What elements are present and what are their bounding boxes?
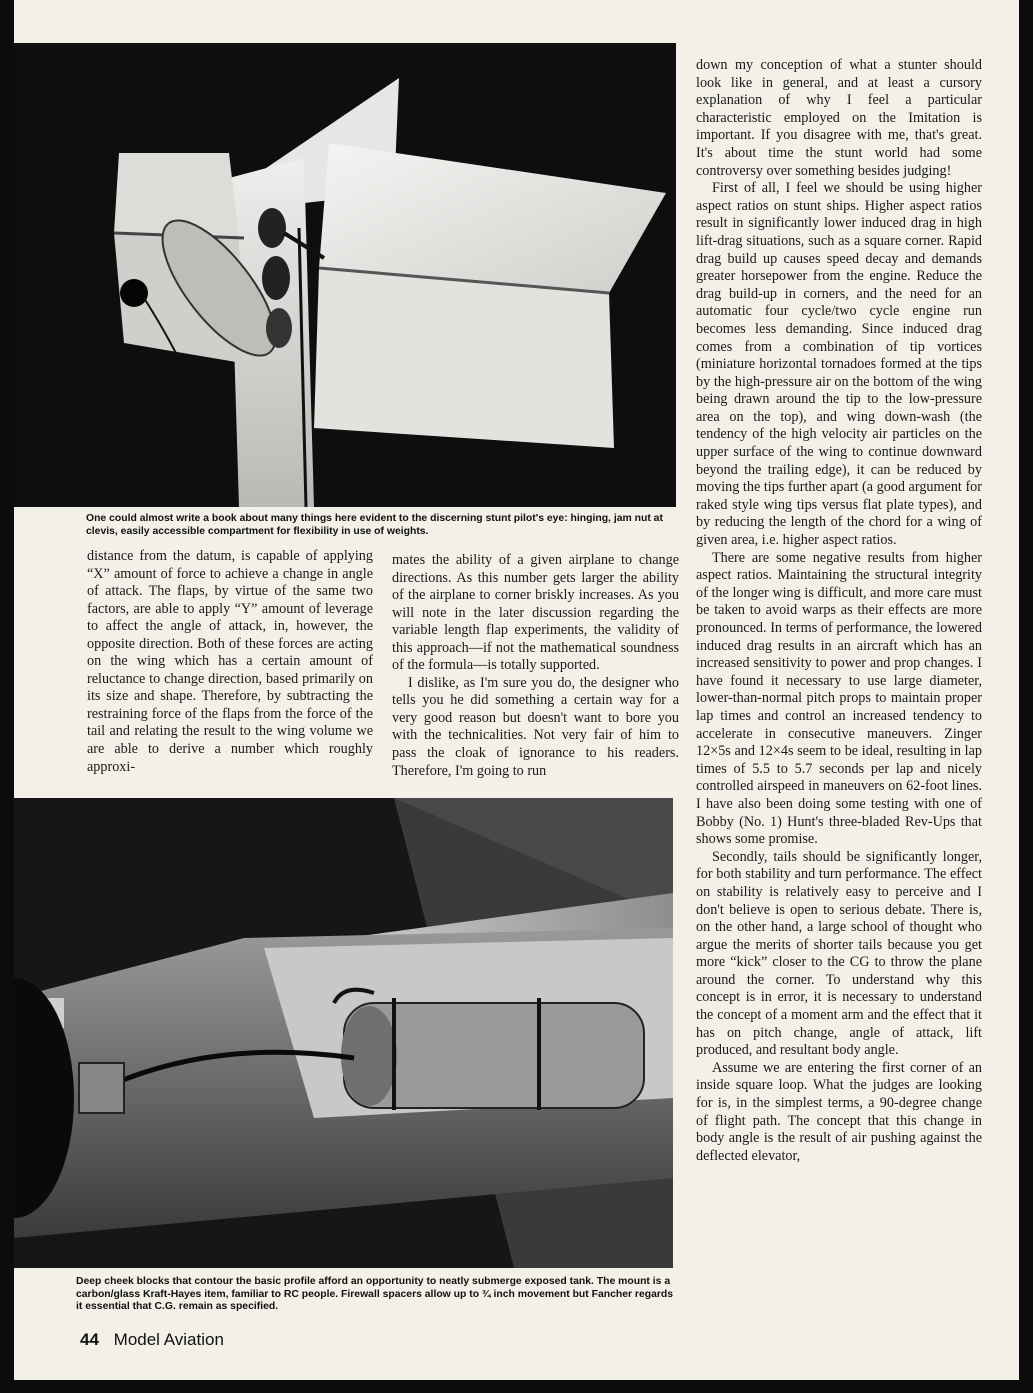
paragraph: Secondly, tails should be significantly longer, for both stability and turn performance. The effect on stability is relatively easy to perceive and I don't believe is open to serious debate. There is, on the other hand, a large school of thought who argue the merits of shorter tails because you get more “kick” closer to the CG to throw the plane around the corner. To understand why this concept is in error, it is necessary to understand the concept of a moment arm and the effect that it has on pitch change, angle of attack, lift produced, and resultant body angle. [696, 848, 982, 1059]
paragraph: There are some negative results from higher aspect ratios. Maintaining the structural integrity of the longer wing is difficult, and more care must be taken to avoid warps as their effects are more pronounced. In terms of performance, the lowered induced drag results in an aircraft which has an increased sensitivity to power and prop changes. I have found it necessary to use large diameter, lower-than-normal pitch props to maintain proper lap times and control an increased tendency to accelerate in consecutive maneuvers. Zinger 12×5s and 12×4s seem to be ideal, resulting in lap times of 5.5 to 5.7 seconds per lap and nicely controlled airspeed in maneuvers on 62-foot lines. I have also been doing some testing with one of Bobby (No. 1) Hunt's three-bladed Rev-Ups that shows some promise. [696, 549, 982, 848]
page-footer [80, 1330, 224, 1350]
paragraph: Assume we are entering the first corner of an inside square loop. What the judges are looking for is, in the simplest terms, a 90-degree change of flight path. The concept that this change in body angle is the result of air pushing against the deflected elevator, [696, 1059, 982, 1164]
paragraph: down my conception of what a stunter should look like in general, and at least a cursory explanation of why I feel a particular characteristic employed on the Imitation is important. If you disagree with me, that's great. It's about time the stunt world had some controversy over something besides judging! [696, 57, 982, 179]
magazine-page [14, 0, 1019, 1380]
text-column-2 [392, 552, 679, 780]
paragraph: First of all, I feel we should be using higher aspect ratios on stunt ships. Higher aspect ratios result in significantly lower induced drag in high lift-drag situations, such as a square corner. Rapid drag build up causes speed decay and demands greater horsepower from the engine. Reduce the drag build-up in corners, and the need for an automatic four cycle/two cycle engine run becomes less demanding. Since induced drag comes from a combination of tip vortices (miniature horizontal tornadoes formed at the tips by the high-pressure air on the bottom of the wing being drawn around the tip to the low-pressure area on the top), and wing down-wash (the tendency of the high velocity air particles on the upper surface of the wing to continue downward beyond the trailing edge), it can be reduced by moving the tips further apart (a good argument for raked style wing tips versus flat plate types), and by reducing the length of the chord for a wing of given area, i.e. higher aspect ratios. [696, 180, 982, 549]
magazine-title: Model Aviation [113, 1330, 224, 1349]
text-column-1 [87, 548, 373, 776]
tail-hinge-photo [14, 43, 676, 507]
paragraph: distance from the datum, is capable of applying “X” amount of force to achieve a change in angle of attack. The flaps, by virtue of the same two factors, are able to apply “Y” amount of leverage to affect the angle of attack, in, however, the opposite direction. Both of these forces are acting on the wing which has a certain amount of reluctance to change direction, based primarily on its size and shape. Therefore, by subtracting the restraining force of the flaps from the force of the tail and relating the result to the wing volume we are able to derive a number which roughly approxi- [87, 548, 373, 775]
paragraph: I dislike, as I'm sure you do, the designer who tells you he did something a certain way for a very good reason but doesn't want to bore you with the technicalities. Not very fair of him to pass the cloak of ignorance to his readers. Therefore, I'm going to run [392, 674, 679, 779]
paragraph: mates the ability of a given airplane to change directions. As this number gets larger the ability of the airplane to corner briskly increases. As you will note in the later discussion regarding the variable length flap experiments, the validity of this approach—if not the mathematical soundness of the formula—is totally supported. [392, 552, 679, 674]
engine-tank-photo [14, 798, 673, 1268]
page-number: 44 [80, 1330, 99, 1349]
photo-caption-top: One could almost write a book about many things here evident to the discerning stunt pilot's eye: hinging, jam nut at clevis, easily accessible compartment for flexibility in use of weights. [86, 513, 663, 537]
text-column-3 [696, 57, 982, 1165]
photo-caption-bottom: Deep cheek blocks that contour the basic profile afford an opportunity to neatly submerge exposed tank. The mount is a carbon/glass Kraft-Hayes item, familiar to RC people. Firewall spacers allow up to ¾ inch movement but Fancher regards it essential that C.G. remain as specified. [76, 1276, 674, 1312]
